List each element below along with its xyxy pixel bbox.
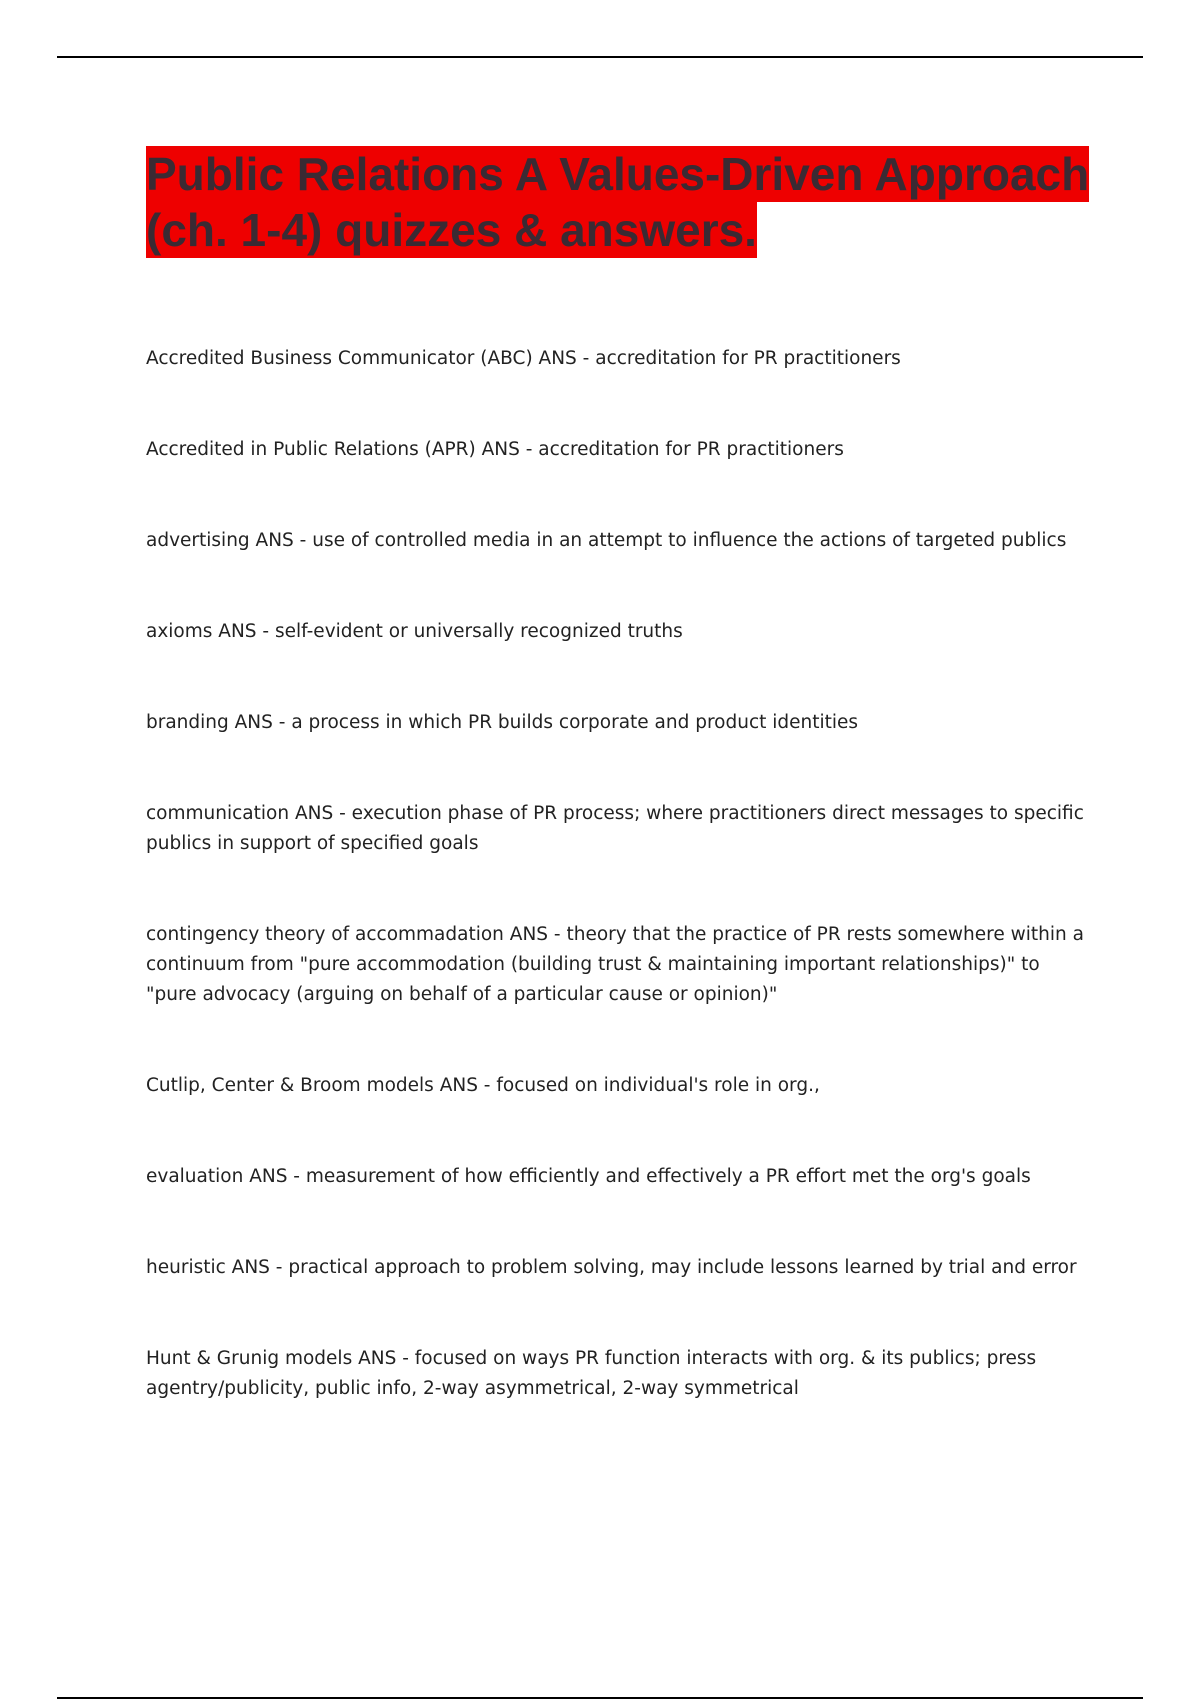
qa-answer: focused on individual's role in org., xyxy=(496,1075,820,1096)
qa-answer: theory that the practice of PR rests somewhere within a continuum from "pure accommodation (building trust & maintaining important relationships)" to "pure advocacy (arguing on behalf of a particular cause or opinion)" xyxy=(146,924,1084,1005)
qa-separator: ANS - xyxy=(352,1348,415,1369)
qa-list xyxy=(146,344,1086,1404)
qa-term: advertising xyxy=(146,530,250,551)
qa-separator: ANS - xyxy=(433,1075,497,1096)
qa-term: evaluation xyxy=(146,1166,244,1187)
qa-separator: ANS - xyxy=(249,530,313,551)
qa-entry xyxy=(146,526,1086,556)
qa-separator: ANS - xyxy=(289,803,352,824)
qa-term: axioms xyxy=(146,621,213,642)
qa-entry xyxy=(146,617,1086,647)
qa-entry xyxy=(146,1071,1086,1101)
qa-entry xyxy=(146,1253,1086,1283)
qa-term: contingency theory of accommadation xyxy=(146,924,504,945)
qa-answer: use of controlled media in an attempt to influence the actions of targeted publics xyxy=(312,530,1067,551)
qa-separator: ANS - xyxy=(243,1166,306,1187)
qa-answer: accreditation for PR practitioners xyxy=(595,348,901,369)
qa-separator: ANS - xyxy=(532,348,596,369)
qa-answer: focused on ways PR function interacts with org. & its publics; press agentry/publicity, public info, 2-way asymmetrical, 2-way symmetrical xyxy=(146,1348,1037,1399)
qa-entry xyxy=(146,1344,1086,1404)
qa-entry xyxy=(146,435,1086,465)
qa-entry xyxy=(146,344,1086,374)
qa-term: Cutlip, Center & Broom models xyxy=(146,1075,434,1096)
qa-answer: self-evident or universally recognized truths xyxy=(274,621,683,642)
qa-term: heuristic xyxy=(146,1257,226,1278)
qa-separator: ANS - xyxy=(503,924,567,945)
qa-term: branding xyxy=(146,712,229,733)
qa-entry xyxy=(146,920,1086,1010)
qa-answer: practical approach to problem solving, may include lessons learned by trial and error xyxy=(288,1257,1077,1278)
qa-entry xyxy=(146,799,1086,859)
document-title-text: Public Relations A Values-Driven Approach (ch. 1-4) quizzes & answers. xyxy=(146,148,1090,256)
qa-term: Accredited Business Communicator (ABC) xyxy=(146,348,533,369)
qa-term: Hunt & Grunig models xyxy=(146,1348,353,1369)
qa-separator: ANS - xyxy=(225,1257,289,1278)
qa-term: Accredited in Public Relations (APR) xyxy=(146,439,476,460)
qa-answer: a process in which PR builds corporate and product identities xyxy=(291,712,859,733)
qa-separator: ANS - xyxy=(212,621,275,642)
qa-answer: measurement of how efficiently and effectively a PR effort met the org's goals xyxy=(305,1166,1031,1187)
qa-separator: ANS - xyxy=(475,439,539,460)
qa-term: communication xyxy=(146,803,290,824)
qa-entry xyxy=(146,1162,1086,1192)
header-rule xyxy=(57,56,1143,58)
qa-answer: execution phase of PR process; where practitioners direct messages to specific publics in support of specified goals xyxy=(146,803,1084,854)
qa-answer: accreditation for PR practitioners xyxy=(538,439,844,460)
qa-separator: ANS - xyxy=(228,712,292,733)
document-title xyxy=(146,146,1106,258)
qa-entry xyxy=(146,708,1086,738)
footer-rule xyxy=(57,1697,1143,1699)
